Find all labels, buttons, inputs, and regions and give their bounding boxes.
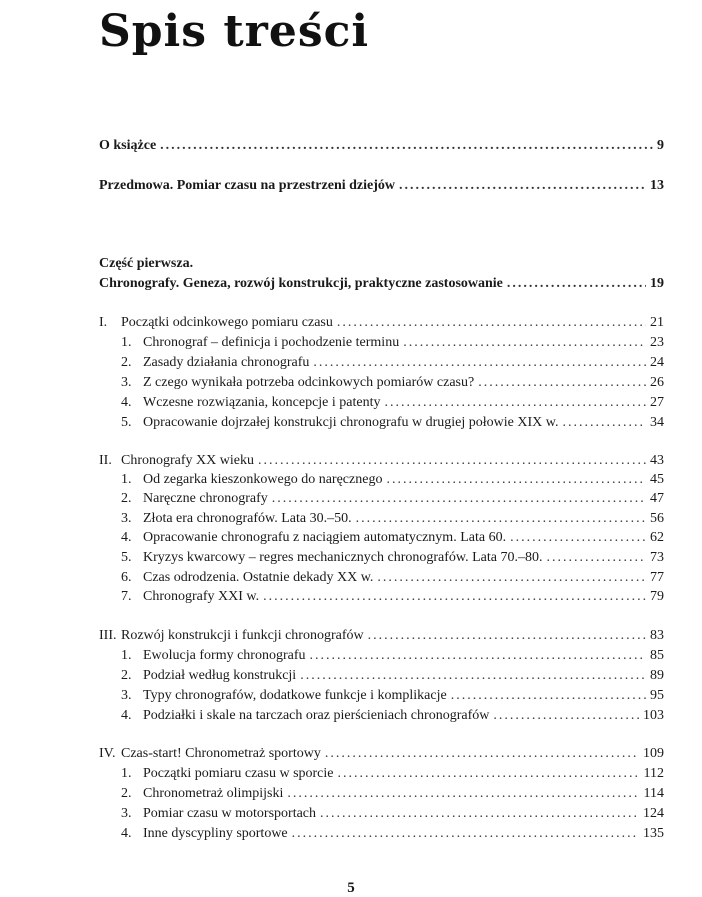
toc-section-entry[interactable] — [99, 548, 664, 568]
toc-entry-label: Opracowanie chronografu z naciągiem automatycznym. Lata 60. — [143, 530, 507, 545]
dot-leader — [386, 470, 646, 490]
toc-section-entry[interactable] — [99, 509, 664, 529]
toc-entry-label: Chronografy XXI w. — [143, 589, 260, 604]
toc-chapter-entry[interactable] — [99, 744, 664, 764]
toc-entry-label: Z czego wynikała potrzeba odcinkowych pomiarów czasu? — [143, 375, 475, 390]
section-number: 2. — [121, 786, 132, 801]
dot-leader — [377, 568, 646, 588]
page-title: Spis treści — [99, 6, 370, 57]
dot-leader — [310, 646, 647, 666]
toc-entry-preface[interactable] — [99, 176, 664, 196]
toc-entry-part-one[interactable] — [99, 274, 664, 294]
toc-entry-label: Naręczne chronografy — [143, 491, 268, 506]
toc-section-entry[interactable] — [99, 353, 664, 373]
section-number: 2. — [121, 491, 132, 506]
toc-page-number: 95 — [650, 688, 664, 703]
toc-entry-label: O książce — [99, 138, 157, 153]
dot-leader — [320, 804, 639, 824]
toc-entry-label: Chronograf – definicja i pochodzenie terminu — [143, 335, 400, 350]
dot-leader — [478, 373, 646, 393]
dot-leader — [287, 784, 639, 804]
toc-page-number: 13 — [650, 178, 664, 193]
dot-leader — [507, 274, 646, 294]
toc-page-number: 73 — [650, 550, 664, 565]
toc-section-entry[interactable] — [99, 784, 664, 804]
toc-page-number: 34 — [650, 415, 664, 430]
dot-leader — [384, 393, 646, 413]
section-number: 3. — [121, 375, 132, 390]
dot-leader — [325, 744, 639, 764]
toc-section-entry[interactable] — [99, 686, 664, 706]
toc-entry-label: Chronometraż olimpijski — [143, 786, 284, 801]
toc-page-number: 43 — [650, 453, 664, 468]
chapter-number: IV. — [99, 746, 116, 761]
toc-entry-label: Inne dyscypliny sportowe — [143, 826, 288, 841]
toc-section-entry[interactable] — [99, 333, 664, 353]
toc-entry-label: Złota era chronografów. Lata 30.–50. — [143, 511, 352, 526]
toc-entry-label: Czas odrodzenia. Ostatnie dekady XX w. — [143, 570, 374, 585]
toc-page-number: 112 — [643, 766, 664, 781]
section-number: 3. — [121, 511, 132, 526]
toc-page-number: 9 — [657, 138, 664, 153]
section-number: 4. — [121, 530, 132, 545]
toc-section-entry[interactable] — [99, 489, 664, 509]
toc-entry-label: Rozwój konstrukcji i funkcji chronografów — [121, 628, 364, 643]
toc-page-number: 85 — [650, 648, 664, 663]
page-number-footer: 5 — [347, 880, 355, 896]
toc-chapter-entry[interactable] — [99, 626, 664, 646]
toc-page-number: 27 — [650, 395, 664, 410]
toc-section-entry[interactable] — [99, 666, 664, 686]
chapter-number: II. — [99, 453, 112, 468]
section-number: 2. — [121, 668, 132, 683]
toc-entry-label: Od zegarka kieszonkowego do naręcznego — [143, 472, 383, 487]
toc-section-entry[interactable] — [99, 824, 664, 844]
dot-leader — [337, 313, 646, 333]
section-number: 4. — [121, 826, 132, 841]
toc-section-entry[interactable] — [99, 804, 664, 824]
toc-section-entry[interactable] — [99, 373, 664, 393]
dot-leader — [263, 587, 646, 607]
toc-page-number: 89 — [650, 668, 664, 683]
section-number: 2. — [121, 355, 132, 370]
toc-section-entry[interactable] — [99, 528, 664, 548]
toc-page-number: 23 — [650, 335, 664, 350]
dot-leader — [510, 528, 646, 548]
toc-entry-label: Pomiar czasu w motorsportach — [143, 806, 317, 821]
toc-entry-label: Ewolucja formy chronografu — [143, 648, 306, 663]
toc-entry-label: Wczesne rozwiązania, koncepcje i patenty — [143, 395, 381, 410]
toc-section-entry[interactable] — [99, 470, 664, 490]
dot-leader — [493, 706, 639, 726]
section-number: 5. — [121, 550, 132, 565]
dot-leader — [451, 686, 646, 706]
dot-leader — [562, 413, 646, 433]
toc-entry-label: Chronografy XX wieku — [121, 453, 254, 468]
chapter-number: III. — [99, 628, 117, 643]
toc-page-number: 103 — [643, 708, 664, 723]
toc-page-number: 83 — [650, 628, 664, 643]
toc-section-entry[interactable] — [99, 587, 664, 607]
dot-leader — [258, 451, 646, 471]
toc-page-number: 62 — [650, 530, 664, 545]
dot-leader — [368, 626, 646, 646]
toc-section-entry[interactable] — [99, 413, 664, 433]
toc-section-entry[interactable] — [99, 706, 664, 726]
dot-leader — [403, 333, 646, 353]
toc-entry-about-book[interactable] — [99, 136, 664, 156]
section-number: 5. — [121, 415, 132, 430]
toc-page-number: 19 — [650, 276, 664, 291]
toc-page-number: 79 — [650, 589, 664, 604]
toc-section-entry[interactable] — [99, 646, 664, 666]
dot-leader — [292, 824, 639, 844]
toc-page-number: 114 — [643, 786, 664, 801]
toc-page-number: 21 — [650, 315, 664, 330]
section-number: 6. — [121, 570, 132, 585]
section-number: 4. — [121, 395, 132, 410]
toc-page-number: 124 — [643, 806, 664, 821]
section-number: 3. — [121, 806, 132, 821]
toc-chapter-entry[interactable] — [99, 451, 664, 471]
dot-leader — [160, 136, 653, 156]
toc-page-number: 24 — [650, 355, 664, 370]
toc-page-number: 109 — [643, 746, 664, 761]
dot-leader — [272, 489, 646, 509]
toc-entry-label: Podziałki i skale na tarczach oraz pierścieniach chronografów — [143, 708, 490, 723]
dot-leader — [313, 353, 646, 373]
section-number: 1. — [121, 472, 132, 487]
toc-entry-label: Czas-start! Chronometraż sportowy — [121, 746, 321, 761]
section-number: 1. — [121, 335, 132, 350]
dot-leader — [300, 666, 646, 686]
toc-entry-label: Podział według konstrukcji — [143, 668, 297, 683]
dot-leader — [399, 176, 646, 196]
part-heading: Część pierwsza. — [99, 256, 194, 271]
section-number: 7. — [121, 589, 132, 604]
section-number: 4. — [121, 708, 132, 723]
section-number: 1. — [121, 766, 132, 781]
dot-leader — [338, 764, 640, 784]
section-number: 1. — [121, 648, 132, 663]
toc-page-number: 56 — [650, 511, 664, 526]
toc-section-entry[interactable] — [99, 764, 664, 784]
toc-chapter-entry[interactable] — [99, 313, 664, 333]
toc-section-entry[interactable] — [99, 568, 664, 588]
section-number: 3. — [121, 688, 132, 703]
toc-entry-label: Zasady działania chronografu — [143, 355, 310, 370]
chapter-number: I. — [99, 315, 108, 330]
toc-page-number: 135 — [643, 826, 664, 841]
toc-page-number: 45 — [650, 472, 664, 487]
toc-entry-label: Początki odcinkowego pomiaru czasu — [121, 315, 333, 330]
toc-entry-label: Początki pomiaru czasu w sporcie — [143, 766, 334, 781]
toc-section-entry[interactable] — [99, 393, 664, 413]
toc-entry-label: Przedmowa. Pomiar czasu na przestrzeni dziejów — [99, 178, 395, 193]
toc-entry-label: Opracowanie dojrzałej konstrukcji chronografu w drugiej połowie XIX w. — [143, 415, 559, 430]
toc-page-number: 47 — [650, 491, 664, 506]
toc-entry-label: Chronografy. Geneza, rozwój konstrukcji, praktyczne zastosowanie — [99, 276, 503, 291]
toc-entry-label: Kryzys kwarcowy – regres mechanicznych chronografów. Lata 70.–80. — [143, 550, 543, 565]
toc-page-number: 77 — [650, 570, 664, 585]
toc-page-number: 26 — [650, 375, 664, 390]
dot-leader — [547, 548, 647, 568]
dot-leader — [356, 509, 646, 529]
toc-entry-label: Typy chronografów, dodatkowe funkcje i komplikacje — [143, 688, 447, 703]
